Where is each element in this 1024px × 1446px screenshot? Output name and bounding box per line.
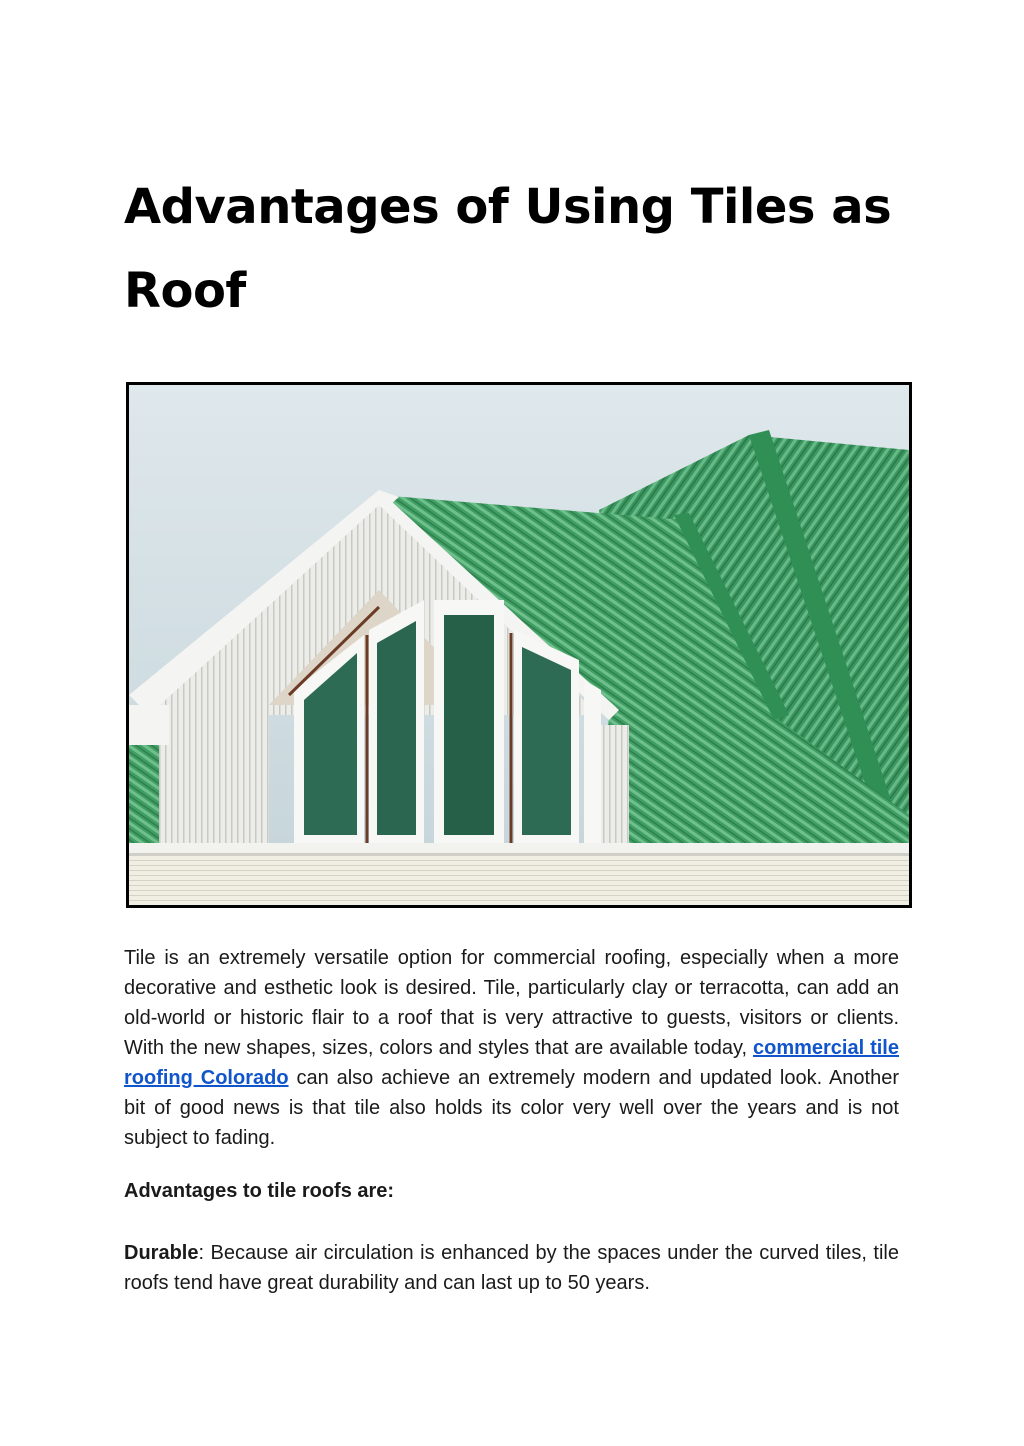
intro-text-before: Tile is an extremely versatile option for commercial roofing, especially when a more decorative and esthetic look is desired. Tile, particularly clay or terracotta, can add an old-world or historic flair to a roof that is very attractive to guests, visitors or clients. With the new shapes, sizes, colors and styles that are available today, [124,947,899,1059]
intro-paragraph [124,943,899,1153]
advantages-heading: Advantages to tile roofs are: [124,1180,395,1202]
intro-text-after: can also achieve an extremely modern and updated look. Another bit of good news is that tile also holds its color very well over the years and is not subject to fading. [124,1067,899,1149]
page-title: Advantages of Using Tiles as Roof [124,179,892,319]
green-metal-roof-photo [129,385,909,905]
durable-label: Durable [124,1242,199,1264]
commercial-roofing-link[interactable]: commercial tile roofing Colorado [124,1037,899,1089]
roof-photo [126,382,912,908]
durable-paragraph [124,1238,899,1298]
durable-text: : Because air circulation is enhanced by the spaces under the curved tiles, tile roofs tend have great durability and can last up to 50 years. [124,1242,899,1294]
